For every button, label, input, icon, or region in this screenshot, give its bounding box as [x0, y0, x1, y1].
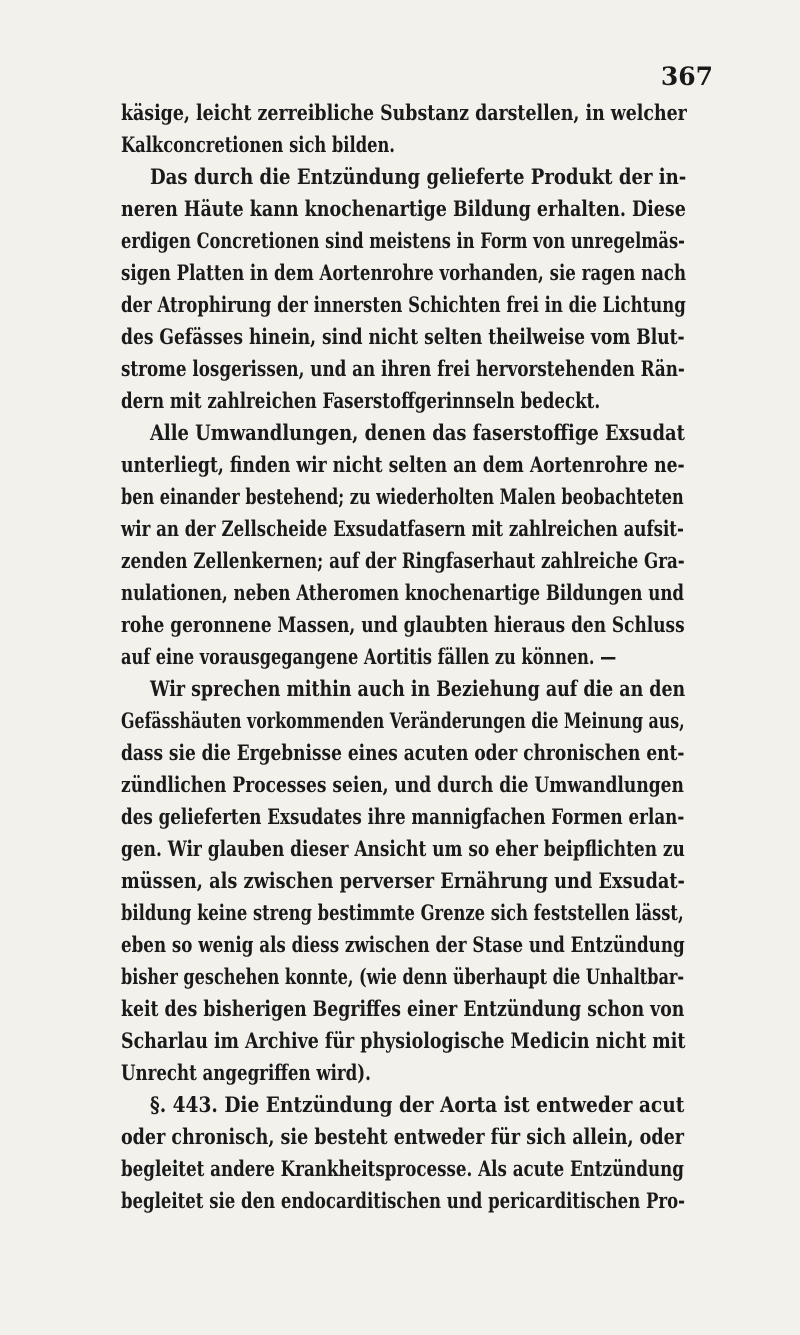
text-line: bisher geschehen konnte, (wie denn überhaupt die Unhaltbar- [121, 964, 685, 989]
text-line: zündlichen Processes seien, und durch die Umwandlungen [121, 772, 684, 797]
text-line: des gelieferten Exsudates ihre mannigfachen Formen erlan- [121, 804, 685, 829]
text-line: strome losgerissen, und an ihren frei hervorstehenden Rän- [121, 356, 685, 381]
text-line: begleitet sie den endocarditischen und pericarditischen Pro- [121, 1188, 685, 1213]
text-line: nulationen, neben Atheromen knochenartige Bildungen und [121, 580, 685, 605]
text-line: Gefässhäuten vorkommenden Veränderungen die Meinung aus, [121, 708, 685, 733]
text-line: gen. Wir glauben dieser Ansicht um so eher beipflichten zu [121, 836, 685, 861]
text-line: Scharlau im Archive für physiologische Medicin nicht mit [121, 1028, 686, 1053]
text-line: rohe geronnene Massen, und glaubten hieraus den Schluss [121, 612, 685, 637]
text-line: Unrecht angegriffen wird). [121, 1060, 371, 1085]
text-line: wir an der Zellscheide Exsudatfasern mit zahlreichen aufsit- [121, 516, 684, 541]
text-line: keit des bisherigen Begriffes einer Entzündung schon von [121, 996, 685, 1021]
text-line: Kalkconcretionen sich bilden. [121, 132, 395, 157]
text-line: auf eine vorausgegangene Aortitis fällen zu können. — [121, 644, 617, 669]
text-line: müssen, als zwischen perverser Ernährung und Exsudat- [121, 868, 685, 893]
text-line: sigen Platten in dem Aortenrohre vorhanden, sie ragen nach [121, 260, 687, 285]
text-line: Alle Umwandlungen, denen das faserstoffige Exsudat [150, 420, 685, 445]
text-line: des Gefässes hinein, sind nicht selten theilweise vom Blut- [121, 324, 685, 349]
text-line: bildung keine streng bestimmte Grenze sich feststellen lässt, [121, 900, 684, 925]
page-number: 367 [660, 62, 713, 91]
text-line: begleitet andere Krankheitsprocesse. Als acute Entzündung [121, 1156, 684, 1181]
text-line: unterliegt, finden wir nicht selten an dem Aortenrohre ne- [121, 452, 685, 477]
text-line: dass sie die Ergebnisse eines acuten oder chronischen ent- [121, 740, 685, 765]
text-line: Das durch die Entzündung gelieferte Produkt der in- [150, 164, 687, 189]
text-line: zenden Zellenkernen; auf der Ringfaserhaut zahlreiche Gra- [121, 548, 685, 573]
text-line: käsige, leicht zerreibliche Substanz darstellen, in welcher [121, 100, 687, 125]
text-line: Wir sprechen mithin auch in Beziehung auf die an den [150, 676, 686, 701]
text-line: eben so wenig als diess zwischen der Stase und Entzündung [121, 932, 685, 957]
text-line: neren Häute kann knochenartige Bildung erhalten. Diese [121, 196, 686, 221]
text-line: oder chronisch, sie besteht entweder für sich allein, oder [121, 1124, 684, 1149]
text-line: §. 443. Die Entzündung der Aorta ist entweder acut [150, 1092, 685, 1117]
text-line: der Atrophirung der innersten Schichten frei in die Lichtung [121, 292, 686, 317]
text-line: dern mit zahlreichen Faserstoffgerinnseln bedeckt. [121, 388, 601, 413]
text-line: ben einander bestehend; zu wiederholten Malen beobachteten [121, 484, 684, 509]
text-line: erdigen Concretionen sind meistens in Form von unregelmäs- [121, 228, 685, 253]
